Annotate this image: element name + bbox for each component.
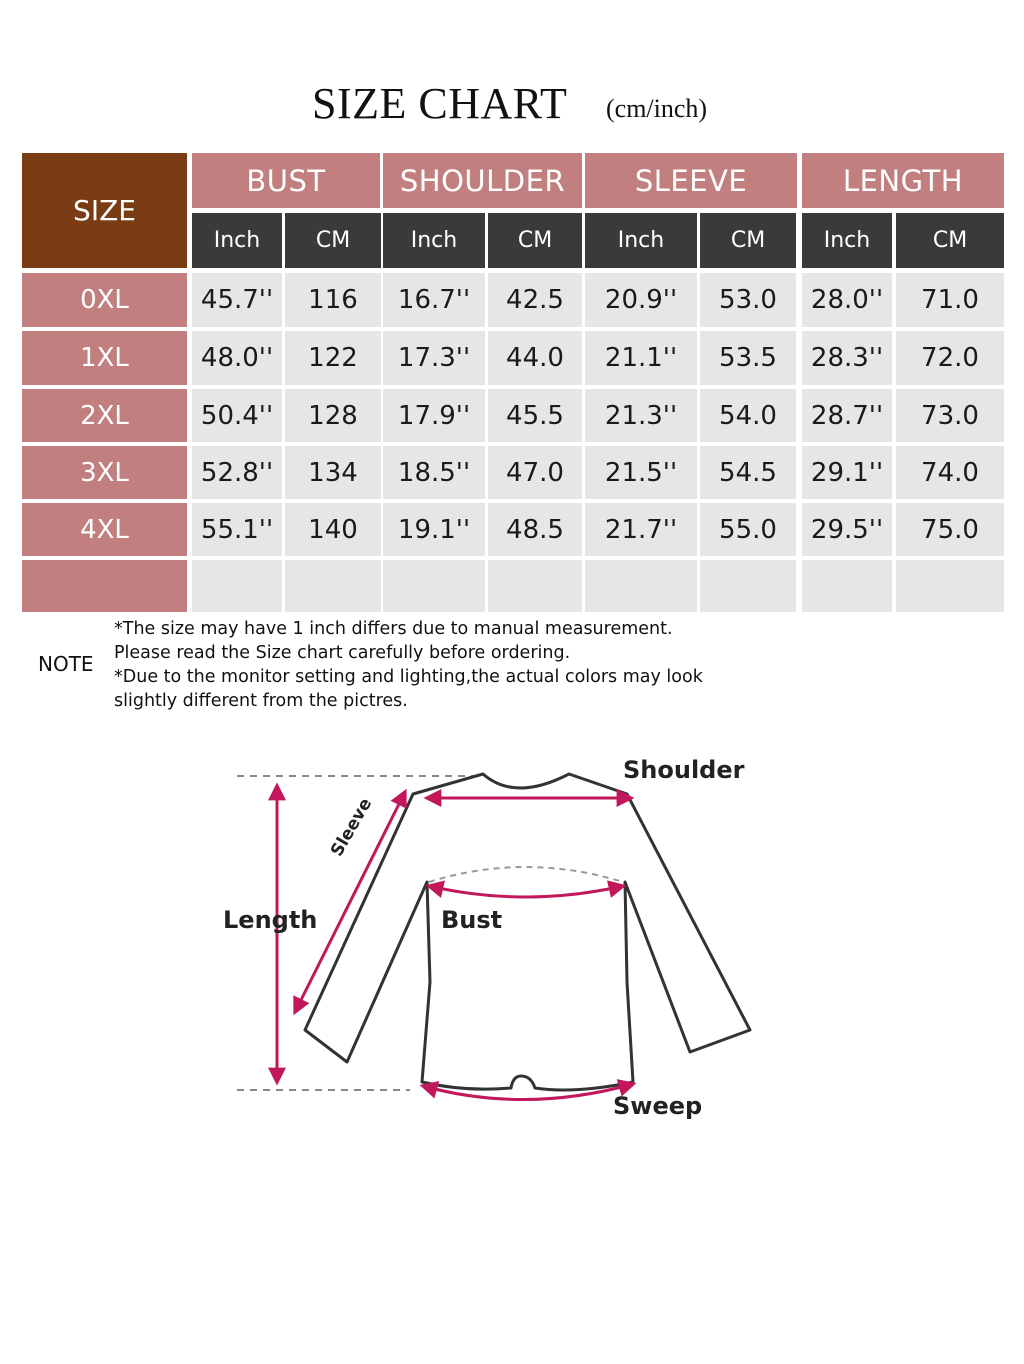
measure-header: BUST xyxy=(192,153,380,208)
size-value-cell: 17.3'' xyxy=(383,331,485,385)
size-value-cell: 50.4'' xyxy=(192,389,282,442)
sweep-label: Sweep xyxy=(613,1092,703,1120)
size-value-cell: 17.9'' xyxy=(383,389,485,442)
unit-header: Inch xyxy=(383,213,485,268)
bust-dash-arc xyxy=(429,867,623,882)
size-value-cell: 52.8'' xyxy=(192,446,282,499)
size-value-cell: 122 xyxy=(285,331,381,385)
size-value-cell: 48.5 xyxy=(488,503,582,556)
size-value-cell: 28.0'' xyxy=(802,273,892,327)
note-line: slightly different from the pictres. xyxy=(114,691,408,711)
size-value-cell: 55.0 xyxy=(700,503,796,556)
measure-header: SHOULDER xyxy=(383,153,582,208)
note-label: NOTE xyxy=(38,652,94,676)
page-title: SIZE CHART xyxy=(312,79,568,128)
size-row-label: 1XL xyxy=(22,331,187,385)
size-value-cell: 54.0 xyxy=(700,389,796,442)
size-value-cell: 45.5 xyxy=(488,389,582,442)
size-value-cell: 48.0'' xyxy=(192,331,282,385)
unit-header: Inch xyxy=(802,213,892,268)
unit-header: Inch xyxy=(192,213,282,268)
shoulder-label: Shoulder xyxy=(623,756,745,784)
unit-header: CM xyxy=(488,213,582,268)
size-row-label: 3XL xyxy=(22,446,187,499)
note-line: *Due to the monitor setting and lighting,the actual colors may look xyxy=(114,667,703,687)
title-unit: (cm/inch) xyxy=(606,94,708,123)
size-value-cell xyxy=(585,560,697,612)
size-value-cell xyxy=(488,560,582,612)
unit-header: CM xyxy=(896,213,1004,268)
bust-arrow xyxy=(429,886,623,897)
unit-header: CM xyxy=(285,213,381,268)
size-value-cell: 53.0 xyxy=(700,273,796,327)
size-value-cell: 134 xyxy=(285,446,381,499)
garment-outline xyxy=(305,774,750,1090)
unit-header: CM xyxy=(700,213,796,268)
size-value-cell: 29.1'' xyxy=(802,446,892,499)
measure-header: LENGTH xyxy=(802,153,1004,208)
size-value-cell: 19.1'' xyxy=(383,503,485,556)
size-value-cell: 75.0 xyxy=(896,503,1004,556)
size-value-cell: 16.7'' xyxy=(383,273,485,327)
size-value-cell: 29.5'' xyxy=(802,503,892,556)
size-value-cell: 73.0 xyxy=(896,389,1004,442)
size-value-cell xyxy=(896,560,1004,612)
garment-illustration xyxy=(215,730,775,1140)
unit-header: Inch xyxy=(585,213,697,268)
size-value-cell: 53.5 xyxy=(700,331,796,385)
size-value-cell: 72.0 xyxy=(896,331,1004,385)
bust-label: Bust xyxy=(441,906,503,934)
size-row-label: 0XL xyxy=(22,273,187,327)
size-value-cell: 71.0 xyxy=(896,273,1004,327)
size-value-cell: 140 xyxy=(285,503,381,556)
size-value-cell xyxy=(383,560,485,612)
note-line: *The size may have 1 inch differs due to manual measurement. xyxy=(114,619,673,639)
size-value-cell: 128 xyxy=(285,389,381,442)
size-value-cell xyxy=(802,560,892,612)
size-value-cell: 45.7'' xyxy=(192,273,282,327)
size-value-cell: 28.7'' xyxy=(802,389,892,442)
size-value-cell: 47.0 xyxy=(488,446,582,499)
size-value-cell: 42.5 xyxy=(488,273,582,327)
size-value-cell: 54.5 xyxy=(700,446,796,499)
size-value-cell: 116 xyxy=(285,273,381,327)
size-row-label: 2XL xyxy=(22,389,187,442)
size-value-cell: 20.9'' xyxy=(585,273,697,327)
title-block xyxy=(0,78,1024,138)
size-header: SIZE xyxy=(22,153,187,268)
size-value-cell xyxy=(700,560,796,612)
size-value-cell: 18.5'' xyxy=(383,446,485,499)
size-value-cell: 21.1'' xyxy=(585,331,697,385)
size-value-cell: 55.1'' xyxy=(192,503,282,556)
measurement-diagram xyxy=(215,730,775,1140)
size-value-cell: 44.0 xyxy=(488,331,582,385)
sleeve-label: Sleeve xyxy=(327,794,377,860)
length-label: Length xyxy=(223,906,318,934)
size-value-cell: 21.7'' xyxy=(585,503,697,556)
size-value-cell xyxy=(285,560,381,612)
size-value-cell: 74.0 xyxy=(896,446,1004,499)
size-row-label xyxy=(22,560,187,612)
size-value-cell: 21.5'' xyxy=(585,446,697,499)
note-line: Please read the Size chart carefully before ordering. xyxy=(114,643,571,663)
size-value-cell: 28.3'' xyxy=(802,331,892,385)
size-value-cell: 21.3'' xyxy=(585,389,697,442)
size-row-label: 4XL xyxy=(22,503,187,556)
measure-header: SLEEVE xyxy=(585,153,797,208)
size-value-cell xyxy=(192,560,282,612)
